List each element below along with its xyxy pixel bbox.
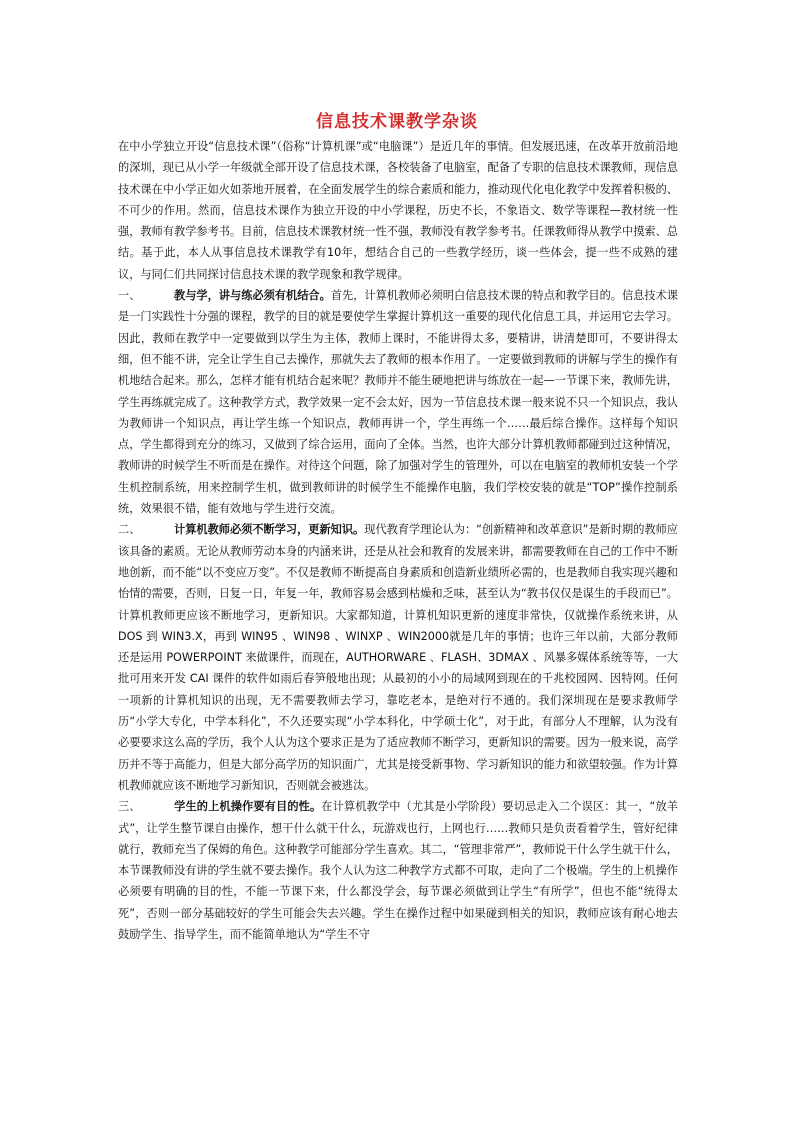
section-2-paragraph bbox=[118, 519, 678, 796]
section-2-number: 二、 bbox=[118, 523, 141, 537]
section-3-text: 在计算机教学中（尤其是小学阶段）要切忌走入二个误区：其一，“放羊式”，让学生整节课自由操作，想干什么就干什么，玩游戏也行，上网也行……教师只是负责看着学生，管好纪律就行，教师充当了保姆的角色。这种教学可能部分学生喜欢。其二，“管理非常严”，教师说干什么学生就干什么，本节课教师没有讲的学生就不要去操作。我个人认为这二种教学方式都不可取，走向了二个极端。学生的上机操作必须要有明确的目的性，不能一节课下来，什么都没学会，每节课必须做到让学生“有所学”，但也不能“统得太死”，否则一部分基础较好的学生可能会失去兴趣。学生在操作过程中如果碰到相关的知识，教师应该有耐心地去鼓励学生、指导学生，而不能简单地认为“学生不守 bbox=[118, 800, 678, 941]
intro-paragraph: 在中小学独立开设“信息技术课”（俗称“计算机课”或“电脑课”）是近几年的事情。但发展迅速，在改革开放前沿地的深圳，现已从小学一年级就全部开设了信息技术课，各校装备了电脑室，配备了专职的信息技术课教师，现信息技术课在中小学正如火如荼地开展着，在全面发展学生的综合素质和能力，推动现代化电化教学中发挥着积极的、不可少的作用。然而，信息技术课作为独立开设的中小学课程，历史不长，不象语文、数学等课程—教材统一性强，教师有教学参考书。目前，信息技术课教材统一性不强，教师没有教学参考书。任课教师得从教学中摸索、总结。基于此，本人从事信息技术课教学有10年，想结合自己的一些教学经历，谈一些体会，提一些不成熟的建议，与同仁们共同探讨信息技术课的教学现象和教学规律。 bbox=[118, 140, 678, 281]
document-body bbox=[118, 136, 678, 945]
document-title: 信息技术课教学杂谈 bbox=[316, 112, 478, 132]
section-1-number: 一、 bbox=[118, 289, 141, 303]
section-2-text: 现代教育学理论认为：“创新精神和改革意识”是新时期的教师应该具备的素质。无论从教师劳动本身的内涵来讲，还是从社会和教育的发展来讲，都需要教师在自己的工作中不断地创新，而不能“以不变应万变”。不仅是教师不断提高自身素质和创造新业绩所必需的，也是教师自我实现兴趣和怡情的需要，否则，日复一日，年复一年，教师容易会感到枯燥和乏味，甚至认为“教书仅仅是谋生的手段而已”。计算机教师更应该不断地学习，更新知识。大家都知道，计算机知识更新的速度非常快，仅就操作系统来讲，从 DOS 到 WIN3.X，再到 WIN95 、WIN98 、WINXP 、WIN2000就是几年的事情；也许三年以前，大部分教师还是运用 POWERPOINT 来做课件，而现在，AUTHORWARE 、FLASH、3DMAX 、风暴多媒体系统等等，一大批可用来开发 CAI 课件的软件如雨后春笋般地出现；从最初的小小的局域网到现在的千兆校园网、因特网。任何一项新的计算机知识的出现，无不需要教师去学习，靠吃老本，是绝对行不通的。我们深圳现在是要求教师学历“小学大专化，中学本科化”，不久还要实现“小学本科化，中学硕士化”，对于此，有部分人不理解，认为没有必要要求这么高的学历，我个人认为这个要求正是为了适应教师不断学习，更新知识的需要。因为一般来说，高学历并不等于高能力，但是大部分高学历的知识面广，尤其是接受新事物、学习新知识的能力和欲望较强。作为计算机教师就应该不断地学习新知识，否则就会被逃汰。 bbox=[118, 523, 678, 792]
section-3-heading: 学生的上机操作要有目的性。 bbox=[174, 800, 322, 814]
section-1-heading: 教与学，讲与练必须有机结合。 bbox=[174, 289, 331, 303]
section-1-text: 首先，计算机教师必须明白信息技术课的特点和教学目的。信息技术课是一门实践性十分强的课程，教学的目的就是要使学生掌握计算机这一重要的现代化信息工具，并运用它去学习。因此，教师在教学中一定要做到以学生为主体，教师上课时，不能讲得太多，要精讲，讲清楚即可，不要讲得太细，但不能不讲，完全让学生自己去操作，那就失去了教师的根本作用了。一定要做到教师的讲解与学生的操作有机地结合起来。那么，怎样才能有机结合起来呢？教师并不能生硬地把讲与练放在一起—一节课下来，教师先讲，学生再练就完成了。这种教学方式，教学效果一定不会太好，因为一节信息技术课一般来说不只一个知识点，我认为教师讲一个知识点，再让学生练一个知识点，教师再讲一个，学生再练一个……最后综合操作。这样每个知识点，学生都得到充分的练习，又做到了综合运用，面向了全体。当然，也许大部分计算机教师都碰到过这种情况，教师讲的时候学生不听而是在操作。对待这个问题，除了加强对学生的管理外，可以在电脑室的教师机安装一个学生机控制系统，用来控制学生机，做到教师讲的时候学生不能操作电脑，我们学校安装的就是“TOP”操作控制系统，效果很不错，能有效地与学生进行交流。 bbox=[118, 289, 678, 516]
section-2-heading: 计算机教师必须不断学习，更新知识。 bbox=[174, 523, 365, 537]
section-3-paragraph bbox=[118, 796, 678, 945]
section-1-paragraph bbox=[118, 285, 678, 519]
section-3-number: 三、 bbox=[118, 800, 141, 814]
